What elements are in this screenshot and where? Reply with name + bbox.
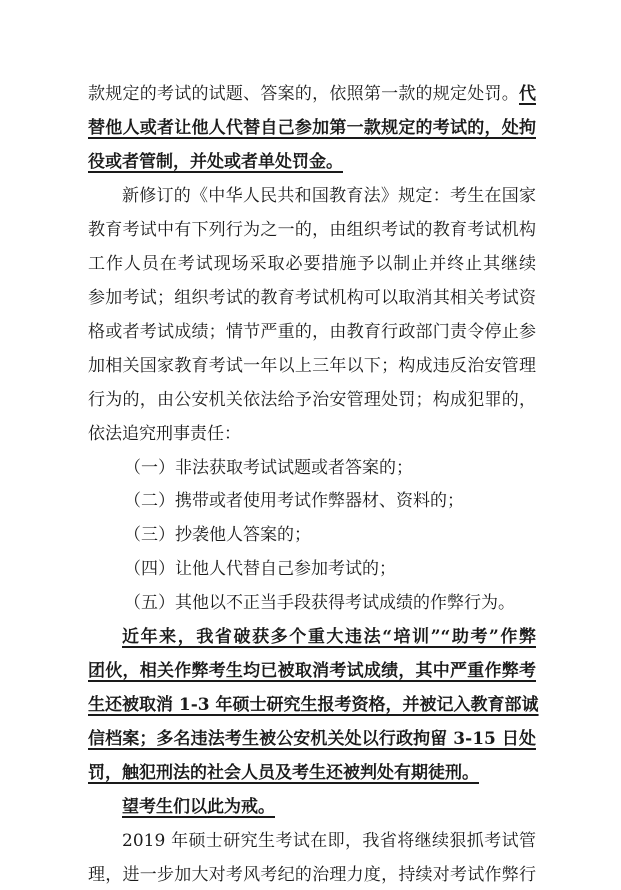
paragraph-1-line-3: 役或者管制，并处或者单处罚金。 — [88, 152, 343, 172]
paragraph-2-line-3: 工作人员在考试现场采取必要措施予以制止并终止其继续 — [88, 254, 536, 274]
paragraph-2-line-5: 格或者考试成绩；情节严重的，由教育行政部门责令停止参 — [88, 322, 536, 342]
paragraph-2-line-1: 新修订的《中华人民共和国教育法》规定：考生在国家 — [122, 186, 536, 206]
paragraph-2-line-8: 依法追究刑事责任： — [88, 424, 241, 444]
paragraph-1-line-1-bold: 代 — [519, 84, 536, 104]
paragraph-3-line-5: 罚，触犯刑法的社会人员及考生还被判处有期徒刑。 — [88, 763, 479, 783]
paragraph-5-line-1: 2019 年硕士研究生考试在即，我省将继续狠抓考试管 — [122, 831, 536, 851]
paragraph-3-line-3: 生还被取消 1-3 年硕士研究生报考资格，并被记入教育部诚 — [88, 695, 539, 715]
paragraph-2-line-6: 加相关国家教育考试一年以上三年以下；构成违反治安管理 — [88, 356, 536, 376]
paragraph-2-line-7: 行为的，由公安机关依法给予治安管理处罚；构成犯罪的， — [88, 390, 536, 410]
paragraph-1-line-2: 替他人或者让他人代替自己参加第一款规定的考试的，处拘 — [88, 118, 536, 138]
paragraph-3-line-2: 团伙，相关作弊考生均已被取消考试成绩，其中严重作弊考 — [88, 661, 536, 681]
list-item-3: （三）抄袭他人答案的； — [124, 525, 311, 545]
paragraph-3-line-1: 近年来，我省破获多个重大违法“培训”“助考”作弊 — [122, 627, 536, 647]
paragraph-3-line-4: 信档案；多名违法考生被公安机关处以行政拘留 3-15 日处 — [88, 729, 536, 749]
paragraph-2-line-4: 参加考试；组织考试的教育考试机构可以取消其相关考试资 — [88, 288, 536, 308]
list-item-5: （五）其他以不正当手段获得考试成绩的作弊行为。 — [124, 593, 515, 613]
paragraph-2-line-2: 教育考试中有下列行为之一的，由组织考试的教育考试机构 — [88, 220, 536, 240]
list-item-2: （二）携带或者使用考试作弊器材、资料的； — [124, 491, 464, 511]
list-item-1: （一）非法获取考试试题或者答案的； — [124, 458, 413, 478]
paragraph-1-line-1-normal: 款规定的考试的试题、答案的，依照第一款的规定处罚。 — [88, 84, 519, 104]
paragraph-4-line-1: 望考生们以此为戒。 — [122, 797, 275, 817]
paragraph-5-line-2: 理，进一步加大对考风考纪的治理力度，持续对考试作弊行 — [88, 865, 536, 885]
paragraph-1-line-1 — [88, 79, 536, 109]
list-item-4: （四）让他人代替自己参加考试的； — [124, 559, 396, 579]
